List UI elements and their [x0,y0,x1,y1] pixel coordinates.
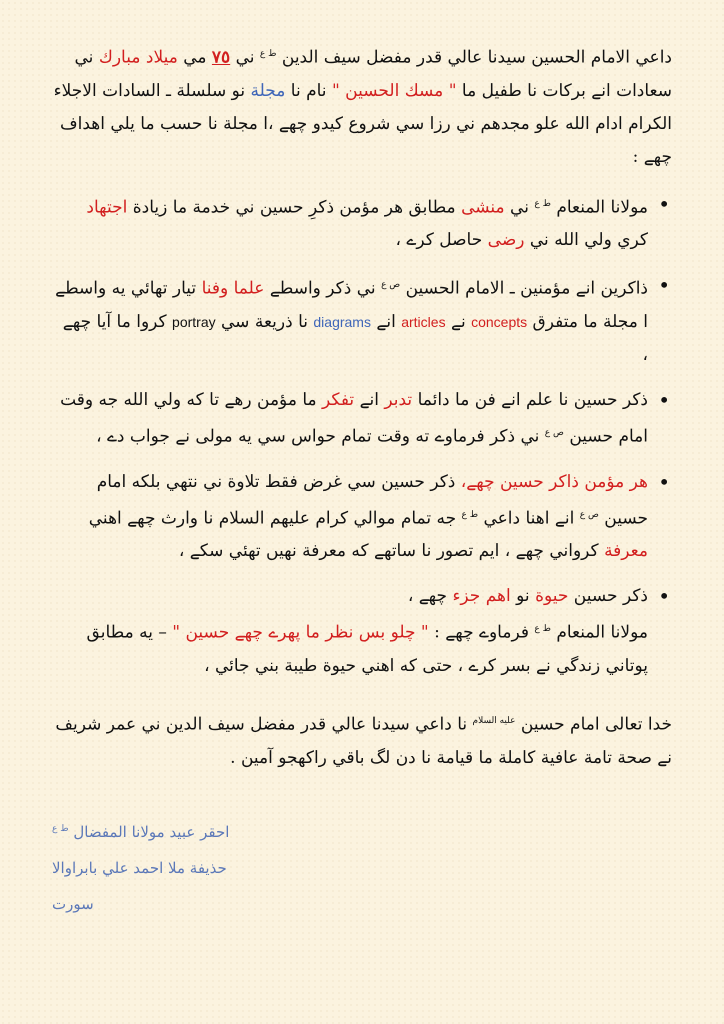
signature-line-3: سورت [52,894,94,913]
magazine-title: " مسك الحسين " [331,80,457,101]
honorific-sup: ص ع [544,427,564,438]
point-text: فرماوے چهے : [434,622,529,643]
honorific-sup: عليه السلام [472,715,516,726]
milad-mubarak-highlight: ميلاد مبارك [98,47,178,68]
list-item [52,269,648,372]
point-text: كرواني چهے ، ايم تصور نا ساتهے كه معرفة نهيں تهئي سكے ، [178,541,599,562]
point-text: كروا ما آيا چهے ، [62,311,648,365]
signature-block [52,811,672,922]
point-text: ذكر حسين سي غرض فقط تلاوة ني نتهي بلكه امام حسين [96,471,648,529]
point-text: مطابق هر مؤمن ذكرِ حسين ني خدمة ما زيادة [132,197,456,218]
intro-paragraph [52,38,672,174]
point-text: مولانا المنعام [556,622,648,643]
point-text: انے اهنا داعي [483,508,575,529]
point-text: ني ذكر فرماوے ته وقت تمام حواس سي يه مولى نے جواب دے ، [96,426,540,447]
list-item [52,580,648,683]
highlight-articles: articles [401,313,446,330]
highlight-juz: اهم جزء [452,586,511,607]
honorific-sup: ط ع [534,198,551,209]
intro-text-3: مي [183,47,207,68]
intro-text-5: نام نا [290,80,327,101]
point-text: ني [510,197,529,218]
list-item [52,384,648,454]
point-text: ما مؤمن رهے تا كه ولي الله جه وقت امام حسين [60,389,648,447]
point-text: نے [450,311,466,332]
highlight-hayat: حيوة [535,586,569,607]
point-text: حاصل كرے ، [395,230,483,251]
point-text: مولانا المنعام [556,197,648,218]
highlight-ilm: علما [233,278,265,299]
point-text: كري ولي الله ني [529,230,648,251]
highlight-quote: " چلو بس نظر ما پهرے چهے حسين " [172,622,429,643]
point-text: ذكر حسين [573,586,648,607]
signature-line-1 [52,811,672,850]
intro-text-1: داعي الامام الحسين سيدنا عالي قدر مفضل سيف الدين [281,47,672,68]
intro-text-2: ني [235,47,255,68]
highlight-tadabbur: تدبر [384,389,413,410]
honorific-sup: ط ع [461,509,479,520]
closing-text: نا داعي سيدنا عالي قدر مفضل سيف الدين ني عمر شريف نے صحة تامة عافية كاملة ما قيامة نا دن لگ باقي راكهجو آمين . [55,714,672,768]
point-text: انے [376,311,396,332]
highlight-zakir: هر مؤمن ذاكر حسين چهے، [460,471,648,492]
point-text: انے [359,389,379,410]
intro-text-6: نو سلسلة ـ السادات الاجلاء الكرام ادام الله علو مجدهم ني رزا سي شروع كيدو چهے ،ا مجلة نا حسب ما يلي اهداف چهے : [53,80,672,167]
point-text: ذكر حسين نا علم انے فن ما دائما [417,389,648,410]
intro-text-4: ني سعادات انے بركات نا طفيل ما [74,47,672,101]
point-text: ذاكرين انے مؤمنين ـ الامام الحسين [405,278,648,299]
highlight-fann: وفنا [201,278,229,299]
honorific-sup: ط ع [52,823,69,834]
majlis-highlight: مجلة [250,80,286,101]
list-item [52,188,648,258]
point-text: جه تمام موالي كرام عليهم السلام نا وارث چهے اهني [88,508,457,529]
highlight-reza: رضى [487,230,525,251]
honorific-sup: ط ع [534,624,551,635]
highlight-concepts: concepts [471,313,528,330]
objectives-list [52,188,672,683]
highlight-diagrams: diagrams [313,313,371,330]
honorific-sup: ص ع [381,280,401,291]
highlight-marifa: معرفة [604,541,648,562]
point-text: تيار تهائي يه واسطے ا مجلة ما متفرق [55,278,648,332]
closing-dua [52,705,672,775]
point-text: ني ذكر واسطے [269,278,376,299]
point-text: – يه مطابق پوتاني زندگي نے بسر كرے ، حتى كه اهني حيوة طيبة بني جائي ، [86,622,648,676]
honorific-sup: ص ع [579,509,599,520]
word-portray: portray [172,313,216,330]
signature-line-2: حذيفة ملا احمد علي بابراوالا [52,858,227,877]
highlight-ijtihad: اجتهاد [86,197,128,218]
point-text: نو [516,586,530,607]
highlight-munsha: منشى [461,197,505,218]
milad-year: ٧٥ [211,47,231,68]
honorific-sup: ط ع [259,49,277,59]
highlight-tafakkur: تفكر [322,389,355,410]
closing-text: خدا تعالى امام حسين [520,714,672,735]
signature-text: احقر عبيد مولانا المفضال [73,822,230,841]
point-text: نا ذريعة سي [221,311,308,332]
point-text: چهے ، [407,586,448,607]
list-item [52,466,648,569]
